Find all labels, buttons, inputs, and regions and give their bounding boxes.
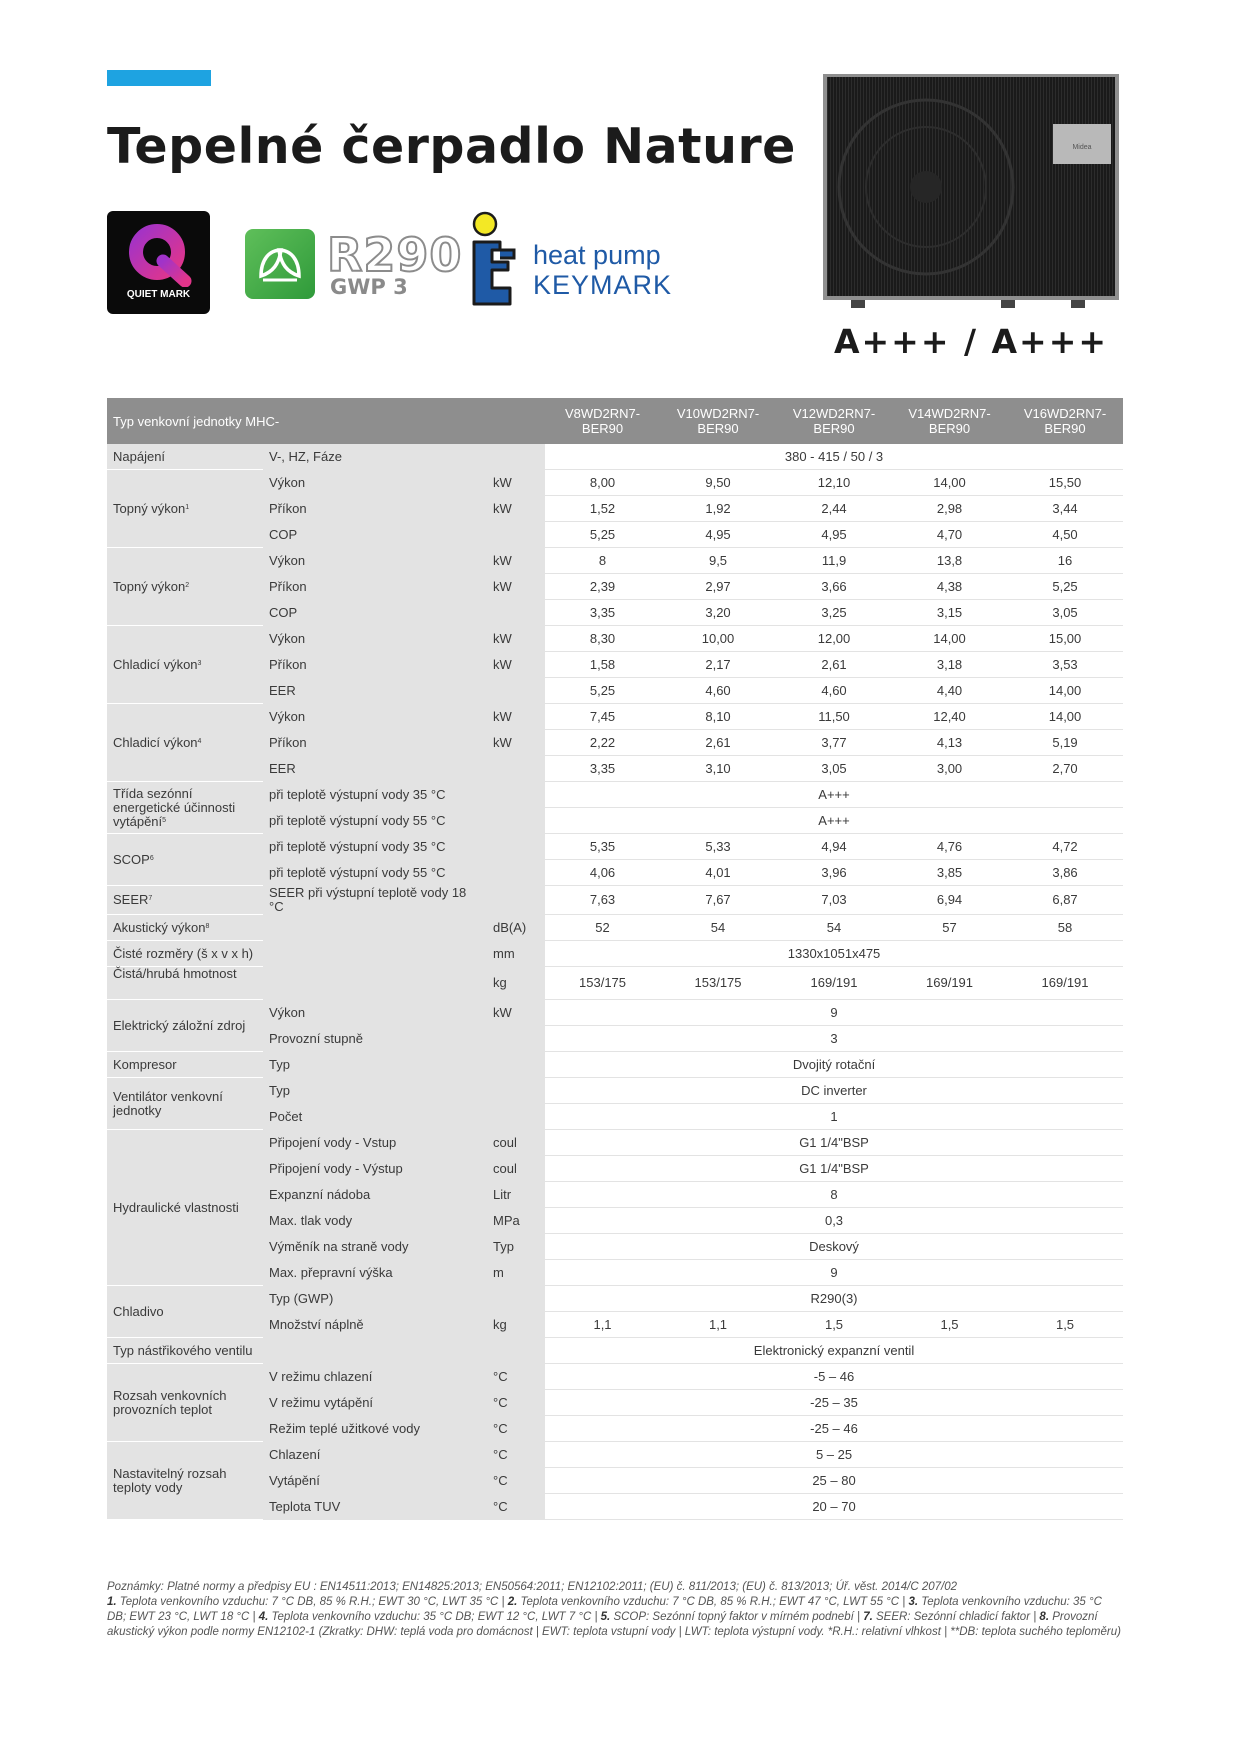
header-unit-type: Typ venkovní jednotky MHC-	[107, 398, 545, 444]
row-value: 2,98	[892, 496, 1007, 522]
row-unit	[489, 1104, 545, 1130]
table-row	[107, 444, 1123, 470]
row-parameter: Chlazení	[263, 1442, 489, 1468]
row-value: 3,53	[1007, 652, 1123, 678]
row-value: 14,00	[892, 470, 1007, 496]
row-value-all-models: 1330x1051x475	[545, 941, 1123, 967]
row-value: 3,00	[892, 756, 1007, 782]
note-text: Teplota venkovního vzduchu: 7 °C DB, 85 % R.H.; EWT 47 °C, LWT 55 °C |	[520, 1596, 906, 1608]
row-value: 6,94	[892, 886, 1007, 915]
row-unit: kW	[489, 704, 545, 730]
row-parameter: Výkon	[263, 704, 489, 730]
row-value: 1,5	[1007, 1312, 1123, 1338]
footnotes	[107, 1580, 1123, 1640]
row-value: 3,35	[545, 756, 660, 782]
row-unit: kg	[489, 967, 545, 1000]
note-text: SEER: Sezónní chladicí faktor |	[875, 1611, 1037, 1623]
energy-class-label: A+++ / A+++	[833, 322, 1108, 361]
brand-label: Midea	[1072, 144, 1092, 151]
row-value-all-models: 9	[545, 1000, 1123, 1026]
note-text: Teplota venkovního vzduchu: 35 °C DB; EWT 23 °C, LWT 18 °C |	[107, 1596, 1102, 1623]
row-parameter: Výkon	[263, 626, 489, 652]
row-value: 5,25	[1007, 574, 1123, 600]
row-value-all-models: 1	[545, 1104, 1123, 1130]
row-parameter: Vytápění	[263, 1468, 489, 1494]
row-value: 2,70	[1007, 756, 1123, 782]
row-value: 2,44	[776, 496, 892, 522]
row-parameter: COP	[263, 600, 489, 626]
row-value: 4,13	[892, 730, 1007, 756]
model-header: V12WD2RN7- BER90	[776, 398, 892, 444]
row-parameter	[263, 967, 489, 1000]
row-group-label: Hydraulické vlastnosti	[107, 1130, 263, 1286]
row-unit: kW	[489, 730, 545, 756]
row-value: 7,03	[776, 886, 892, 915]
model-header: V8WD2RN7- BER90	[545, 398, 660, 444]
row-unit: °C	[489, 1390, 545, 1416]
note-number: 7.	[863, 1611, 873, 1623]
row-parameter: Výměník na straně vody	[263, 1234, 489, 1260]
row-parameter: Připojení vody - Výstup	[263, 1156, 489, 1182]
keymark-icon	[470, 210, 520, 314]
row-group-label: SEER$^7$	[107, 886, 263, 915]
row-value: 2,97	[660, 574, 776, 600]
heat-pump-unit-image	[821, 74, 1121, 309]
row-parameter: Provozní stupně	[263, 1026, 489, 1052]
row-value: 2,22	[545, 730, 660, 756]
row-value: 2,61	[660, 730, 776, 756]
row-parameter: Výkon	[263, 548, 489, 574]
row-value: 3,05	[1007, 600, 1123, 626]
table-row	[107, 915, 1123, 941]
row-parameter: při teplotě výstupní vody 35 °C	[263, 782, 489, 808]
page-title: Tepelné čerpadlo Nature	[107, 118, 796, 175]
row-value: 12,00	[776, 626, 892, 652]
quiet-mark-logo	[107, 211, 210, 314]
row-unit	[489, 834, 545, 860]
row-unit	[489, 1078, 545, 1104]
row-value: 14,00	[1007, 704, 1123, 730]
table-row	[107, 1442, 1123, 1468]
note-number: 2.	[507, 1596, 518, 1608]
table-row	[107, 967, 1123, 1000]
row-value: 3,44	[1007, 496, 1123, 522]
row-value: 169/191	[1007, 967, 1123, 1000]
row-value: 9,50	[660, 470, 776, 496]
row-group-label: SCOP$^6$	[107, 834, 263, 886]
row-value-all-models: 25 – 80	[545, 1468, 1123, 1494]
row-unit	[489, 522, 545, 548]
gwp-label: GWP 3	[330, 275, 408, 299]
row-value: 4,72	[1007, 834, 1123, 860]
row-value: 2,61	[776, 652, 892, 678]
row-group-label: Typ nástřikového ventilu	[107, 1338, 263, 1364]
row-unit: °C	[489, 1494, 545, 1520]
keymark-line1: heat pump	[533, 240, 661, 270]
keymark-line2: KEYMARK	[533, 270, 673, 300]
row-unit	[489, 1338, 545, 1364]
row-value: 7,45	[545, 704, 660, 730]
table-row	[107, 941, 1123, 967]
row-group-label: Chladicí výkon$^3$	[107, 626, 263, 704]
row-parameter: Expanzní nádoba	[263, 1182, 489, 1208]
row-value-all-models: A+++	[545, 782, 1123, 808]
row-value: 1,5	[776, 1312, 892, 1338]
row-value: 4,06	[545, 860, 660, 886]
row-unit: °C	[489, 1442, 545, 1468]
notes-intro: Poznámky: Platné normy a předpisy EU : EN14511:2013; EN14825:2013; EN50564:2011; EN12102:2011; (EU) č. 811/2013; (EU) č. 813/2013; Úř. věst. 2014/C 207/02	[107, 1581, 958, 1593]
table-row	[107, 1338, 1123, 1364]
row-group-label: Topný výkon$^1$	[107, 470, 263, 548]
note-number: 1.	[107, 1596, 117, 1608]
note-text: Teplota venkovního vzduchu: 35 °C DB; EWT 12 °C, LWT 7 °C |	[271, 1611, 598, 1623]
note-text: Provozní akustický výkon podle normy EN12102-1 (Zkratky: DHW: teplá voda pro domácnost | EWT: teplota vstupní vody | LWT: teplota výstupní vody. *R.H.: relativní vlhkost | **DB: teplota suchého teploměru)	[107, 1611, 1121, 1638]
row-unit: dB(A)	[489, 915, 545, 941]
row-value: 153/175	[545, 967, 660, 1000]
row-parameter: Výkon	[263, 1000, 489, 1026]
row-unit: kW	[489, 652, 545, 678]
row-parameter: Příkon	[263, 652, 489, 678]
row-value: 4,40	[892, 678, 1007, 704]
row-unit: kW	[489, 470, 545, 496]
note-number: 4.	[258, 1611, 269, 1623]
row-value: 4,01	[660, 860, 776, 886]
table-row	[107, 782, 1123, 808]
row-value: 15,00	[1007, 626, 1123, 652]
row-unit	[489, 756, 545, 782]
row-unit: °C	[489, 1416, 545, 1442]
row-parameter: Typ	[263, 1052, 489, 1078]
row-value: 2,17	[660, 652, 776, 678]
row-value-all-models: G1 1/4"BSP	[545, 1156, 1123, 1182]
row-parameter: EER	[263, 678, 489, 704]
row-value: 3,05	[776, 756, 892, 782]
row-unit: m	[489, 1260, 545, 1286]
row-value: 1,58	[545, 652, 660, 678]
row-parameter: EER	[263, 756, 489, 782]
row-group-label: Akustický výkon$^8$	[107, 915, 263, 941]
row-value: 6,87	[1007, 886, 1123, 915]
row-parameter: Typ	[263, 1078, 489, 1104]
row-parameter	[263, 1338, 489, 1364]
row-parameter: Teplota TUV	[263, 1494, 489, 1520]
row-value: 4,50	[1007, 522, 1123, 548]
table-row	[107, 1130, 1123, 1156]
row-value: 4,38	[892, 574, 1007, 600]
row-group-label: Chladicí výkon$^4$	[107, 704, 263, 782]
row-value: 15,50	[1007, 470, 1123, 496]
row-value: 5,25	[545, 522, 660, 548]
row-value: 169/191	[892, 967, 1007, 1000]
row-unit	[489, 600, 545, 626]
note-number: 5.	[600, 1611, 611, 1623]
row-value-all-models: DC inverter	[545, 1078, 1123, 1104]
row-value: 4,70	[892, 522, 1007, 548]
row-unit	[489, 782, 545, 808]
row-value: 4,76	[892, 834, 1007, 860]
row-group-label: Čisté rozměry (š x v x h)	[107, 941, 263, 967]
row-value: 5,35	[545, 834, 660, 860]
row-value: 12,10	[776, 470, 892, 496]
row-group-label: Topný výkon$^2$	[107, 548, 263, 626]
row-unit: kW	[489, 574, 545, 600]
row-value-all-models: -25 – 35	[545, 1390, 1123, 1416]
row-group-label: Nastavitelný rozsah teploty vody	[107, 1442, 263, 1520]
row-parameter: při teplotě výstupní vody 55 °C	[263, 808, 489, 834]
row-unit: kW	[489, 626, 545, 652]
row-unit: coul	[489, 1156, 545, 1182]
row-value: 5,33	[660, 834, 776, 860]
row-parameter: SEER při výstupní teplotě vody 18 °C	[263, 886, 489, 915]
model-header: V10WD2RN7- BER90	[660, 398, 776, 444]
row-value: 57	[892, 915, 1007, 941]
row-value: 4,94	[776, 834, 892, 860]
row-value: 4,95	[660, 522, 776, 548]
table-row	[107, 470, 1123, 496]
row-parameter: Příkon	[263, 574, 489, 600]
table-row	[107, 1078, 1123, 1104]
row-value: 5,19	[1007, 730, 1123, 756]
row-value: 3,35	[545, 600, 660, 626]
row-value-all-models: 3	[545, 1026, 1123, 1052]
row-value: 3,96	[776, 860, 892, 886]
row-value: 52	[545, 915, 660, 941]
row-parameter: při teplotě výstupní vody 35 °C	[263, 834, 489, 860]
row-value: 3,18	[892, 652, 1007, 678]
row-value: 14,00	[1007, 678, 1123, 704]
row-parameter: Počet	[263, 1104, 489, 1130]
row-value: 3,20	[660, 600, 776, 626]
table-row	[107, 548, 1123, 574]
row-value: 4,95	[776, 522, 892, 548]
row-unit	[489, 860, 545, 886]
row-value: 10,00	[660, 626, 776, 652]
row-parameter: Max. tlak vody	[263, 1208, 489, 1234]
row-group-label: Elektrický záložní zdroj	[107, 1000, 263, 1052]
table-row	[107, 1000, 1123, 1026]
row-unit	[489, 1286, 545, 1312]
row-value: 8	[545, 548, 660, 574]
note-number: 8.	[1039, 1611, 1050, 1623]
row-group-label: Napájení	[107, 444, 263, 470]
row-value-all-models: Deskový	[545, 1234, 1123, 1260]
table-row	[107, 1052, 1123, 1078]
model-header: V16WD2RN7- BER90	[1007, 398, 1123, 444]
row-value: 169/191	[776, 967, 892, 1000]
quiet-mark-label: QUIET MARK	[126, 289, 191, 300]
refrigerant-r290-logo: R290	[327, 228, 463, 282]
row-value-all-models: 8	[545, 1182, 1123, 1208]
row-value: 4,60	[660, 678, 776, 704]
row-parameter	[263, 915, 489, 941]
row-unit: mm	[489, 941, 545, 967]
row-parameter: V režimu chlazení	[263, 1364, 489, 1390]
row-group-label: Kompresor	[107, 1052, 263, 1078]
row-parameter: Režim teplé užitkové vody	[263, 1416, 489, 1442]
row-value: 7,63	[545, 886, 660, 915]
row-unit: Typ	[489, 1234, 545, 1260]
row-value: 54	[660, 915, 776, 941]
row-value: 13,8	[892, 548, 1007, 574]
row-parameter: COP	[263, 522, 489, 548]
row-value: 3,66	[776, 574, 892, 600]
row-unit: coul	[489, 1130, 545, 1156]
row-value-all-models: 380 - 415 / 50 / 3	[545, 444, 1123, 470]
row-unit: °C	[489, 1468, 545, 1494]
row-value: 11,50	[776, 704, 892, 730]
row-value: 1,1	[545, 1312, 660, 1338]
row-value: 1,1	[660, 1312, 776, 1338]
row-value-all-models: -25 – 46	[545, 1416, 1123, 1442]
row-unit	[489, 444, 545, 470]
note-number: 3.	[908, 1596, 919, 1608]
row-value: 54	[776, 915, 892, 941]
row-value: 153/175	[660, 967, 776, 1000]
table-row	[107, 626, 1123, 652]
row-value: 1,5	[892, 1312, 1007, 1338]
row-value: 14,00	[892, 626, 1007, 652]
row-value: 7,67	[660, 886, 776, 915]
row-value: 4,60	[776, 678, 892, 704]
row-unit	[489, 678, 545, 704]
row-group-label: Chladivo	[107, 1286, 263, 1338]
row-value: 3,15	[892, 600, 1007, 626]
row-parameter: Typ (GWP)	[263, 1286, 489, 1312]
row-value: 3,77	[776, 730, 892, 756]
row-value-all-models: G1 1/4"BSP	[545, 1130, 1123, 1156]
row-unit	[489, 886, 545, 915]
row-unit	[489, 1026, 545, 1052]
table-row	[107, 834, 1123, 860]
row-value: 9,5	[660, 548, 776, 574]
table-row	[107, 1286, 1123, 1312]
spec-table	[107, 398, 1123, 1520]
row-parameter: Výkon	[263, 470, 489, 496]
note-text: Teplota venkovního vzduchu: 7 °C DB, 85 % R.H.; EWT 30 °C, LWT 35 °C |	[119, 1596, 505, 1608]
row-group-label: Ventilátor venkovní jednotky	[107, 1078, 263, 1130]
row-value-all-models: -5 – 46	[545, 1364, 1123, 1390]
model-header: V14WD2RN7- BER90	[892, 398, 1007, 444]
row-value: 3,85	[892, 860, 1007, 886]
quiet-mark-q-icon	[125, 221, 193, 287]
row-parameter: Množství náplně	[263, 1312, 489, 1338]
row-value-all-models: Dvojitý rotační	[545, 1052, 1123, 1078]
row-unit	[489, 1052, 545, 1078]
row-value: 1,52	[545, 496, 660, 522]
row-value: 3,10	[660, 756, 776, 782]
table-header-row	[107, 398, 1123, 444]
row-value-all-models: 5 – 25	[545, 1442, 1123, 1468]
row-unit: kg	[489, 1312, 545, 1338]
row-parameter: V-, HZ, Fáze	[263, 444, 489, 470]
eco-leaf-icon	[245, 229, 315, 299]
row-value-all-models: R290(3)	[545, 1286, 1123, 1312]
row-parameter: Příkon	[263, 730, 489, 756]
row-value-all-models: 0,3	[545, 1208, 1123, 1234]
row-unit: kW	[489, 1000, 545, 1026]
row-value-all-models: 9	[545, 1260, 1123, 1286]
row-unit: kW	[489, 496, 545, 522]
row-unit: Litr	[489, 1182, 545, 1208]
row-value-all-models: A+++	[545, 808, 1123, 834]
accent-bar	[107, 70, 211, 86]
row-value-all-models: 20 – 70	[545, 1494, 1123, 1520]
row-group-label: Rozsah venkovních provozních teplot	[107, 1364, 263, 1442]
row-parameter	[263, 941, 489, 967]
row-unit	[489, 808, 545, 834]
row-value: 5,25	[545, 678, 660, 704]
row-value: 8,30	[545, 626, 660, 652]
row-value: 16	[1007, 548, 1123, 574]
row-value: 12,40	[892, 704, 1007, 730]
row-value: 2,39	[545, 574, 660, 600]
note-text: SCOP: Sezónní topný faktor v mírném podnebí |	[613, 1611, 860, 1623]
row-value: 1,92	[660, 496, 776, 522]
row-group-label: Třída sezónní energetické účinnosti vytápění$^5$	[107, 782, 263, 834]
table-row	[107, 886, 1123, 915]
row-value: 3,25	[776, 600, 892, 626]
table-row	[107, 704, 1123, 730]
row-value: 8,10	[660, 704, 776, 730]
table-row	[107, 1364, 1123, 1390]
row-parameter: při teplotě výstupní vody 55 °C	[263, 860, 489, 886]
row-parameter: V režimu vytápění	[263, 1390, 489, 1416]
row-value: 58	[1007, 915, 1123, 941]
row-parameter: Připojení vody - Vstup	[263, 1130, 489, 1156]
row-group-label: Čistá/hrubá hmotnost	[107, 967, 263, 1000]
row-unit: kW	[489, 548, 545, 574]
row-value: 8,00	[545, 470, 660, 496]
row-value: 11,9	[776, 548, 892, 574]
row-parameter: Příkon	[263, 496, 489, 522]
row-value: 3,86	[1007, 860, 1123, 886]
row-parameter: Max. přepravní výška	[263, 1260, 489, 1286]
row-unit: MPa	[489, 1208, 545, 1234]
row-unit: °C	[489, 1364, 545, 1390]
row-value-all-models: Elektronický expanzní ventil	[545, 1338, 1123, 1364]
